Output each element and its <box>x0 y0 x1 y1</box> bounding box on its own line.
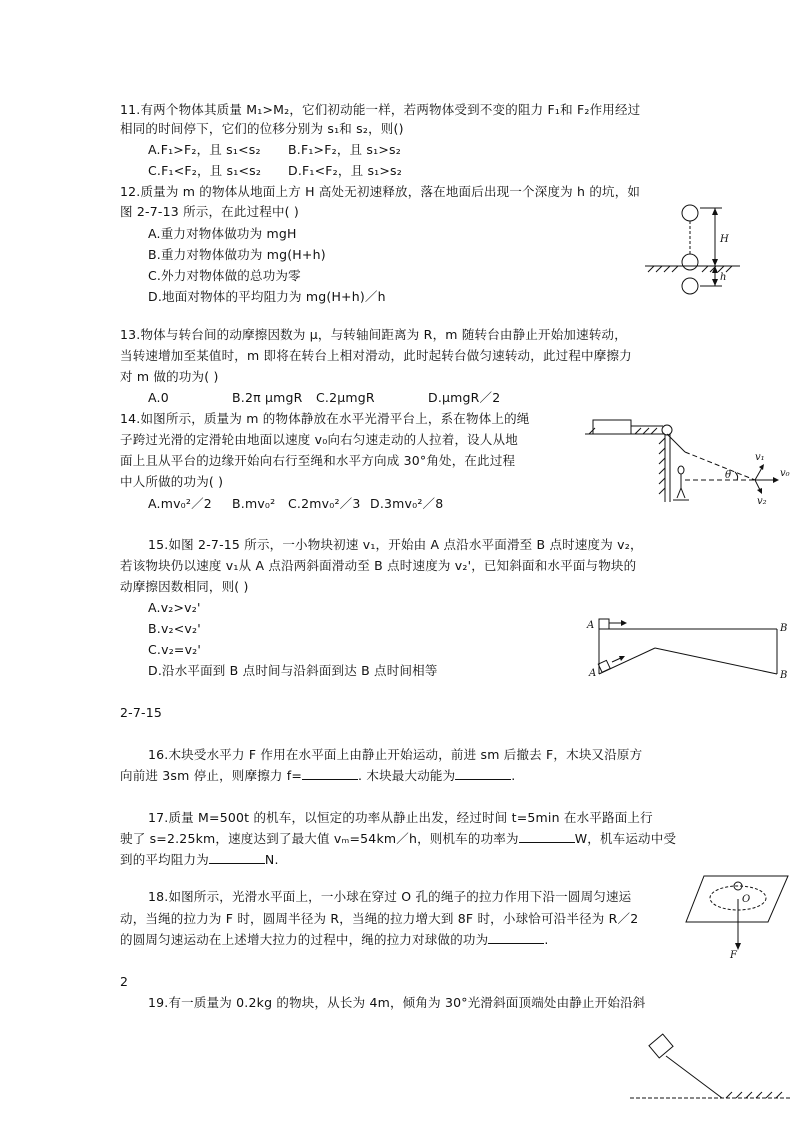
q17-stem-line2 <box>120 830 676 847</box>
q18-blank-work[interactable] <box>488 932 544 944</box>
q12-option-d: D.地面对物体的平均阻力为 mg(H+h)／h <box>148 289 386 304</box>
q13-stem-line3: 对 m 做的功为( ) <box>120 369 219 384</box>
q13-option-b: B.2π μmgR <box>232 390 303 405</box>
q14-option-d: D.3mv₀²／8 <box>370 496 444 511</box>
q12-option-b: B.重力对物体做功为 mg(H+h) <box>148 247 326 262</box>
q15-fig-label-B-bottom: B <box>780 670 788 681</box>
q15-stem-line3: 动摩擦因数相同，则( ) <box>120 579 249 594</box>
q17-stem-line3 <box>120 851 279 868</box>
q18-circular-motion-figure <box>686 872 790 960</box>
q15-figure-caption: 2-7-15 <box>120 705 163 720</box>
q14-option-a: A.mv₀²／2 <box>148 496 212 511</box>
q17-text-avg-resistance: 到的平均阻力为 <box>120 852 209 867</box>
q16-stem-line1: 16.木块受水平力 F 作用在水平面上由静止开始运动，前进 sm 后撤去 F，木块又沿原方 <box>148 747 643 762</box>
q13-stem-line1: 13.物体与转台间的动摩擦因数为 μ，与转轴间距离为 R，m 随转台由静止开始加速转动， <box>120 327 627 342</box>
q12-fig-label-H: H <box>720 234 729 245</box>
q13-stem-line2: 当转速增加至某值时，m 即将在转台上相对滑动，此时起转台做匀速转动，此过程中摩擦力 <box>120 348 632 363</box>
q17-stem-line1: 17.质量 M=500t 的机车，以恒定的功率从静止出发，经过时间 t=5min 在水平路面上行 <box>148 810 653 825</box>
q11-option-a: A.F₁>F₂，且 s₁<s₂ <box>148 142 261 157</box>
q11-option-c: C.F₁<F₂，且 s₁<s₂ <box>148 163 262 178</box>
q14-fig-label-theta: θ <box>725 470 732 481</box>
q14-stem-line3: 面上且从平台的边缘开始向右行至绳和水平方向成 30°角处，在此过程 <box>120 453 516 468</box>
q15-option-d: D.沿水平面到 B 点时间与沿斜面到达 B 点时间相等 <box>148 663 438 678</box>
q12-fig-label-h: h <box>720 272 727 283</box>
q17-blank-resistance[interactable] <box>209 852 265 864</box>
q16-text-friction: 向前进 3sm 停止，则摩擦力 f= <box>120 768 303 783</box>
page-marker: 2 <box>120 974 129 989</box>
q17-blank-power[interactable] <box>519 831 575 843</box>
q18-fig-label-O: O <box>742 894 751 905</box>
q19-incline-figure <box>630 1030 790 1100</box>
q18-stem-line1: 18.如图所示，光滑水平面上，一小球在穿过 O 孔的绳子的拉力作用下沿一圆周匀速运 <box>148 889 632 904</box>
q16-text-end: . <box>511 768 516 783</box>
q15-stem-line1: 15.如图 2-7-15 所示，一小物块初速 v₁，开始由 A 点沿水平面滑至 B 点时速度为 v₂， <box>148 537 643 552</box>
q15-fig-label-A-top: A <box>587 620 595 631</box>
q12-stem-line2: 图 2-7-13 所示，在此过程中( ) <box>120 204 300 219</box>
q17-text-power: 驶了 s=2.25km，速度达到了最大值 vₘ=54km／h，则机车的功率为 <box>120 831 519 846</box>
q15-option-a: A.v₂>v₂' <box>148 600 201 615</box>
q13-option-a: A.0 <box>148 390 169 405</box>
q18-text-work: 的圆周匀速运动在上述增大拉力的过程中，绳的拉力对球做的功为 <box>120 932 489 947</box>
q14-stem-line2: 子跨过光滑的定滑轮由地面以速度 v₀向右匀速走动的人拉着，设人从地 <box>120 432 518 447</box>
q16-blank-max-ke[interactable] <box>455 768 511 780</box>
q12-falling-ball-figure <box>640 198 730 298</box>
q15-stem-line2: 若该物块仍以速度 v₁从 A 点沿两斜面滑动至 B 点时速度为 v₂'，已知斜面和水平面与物块的 <box>120 558 637 573</box>
q15-option-c: C.v₂=v₂' <box>148 642 202 657</box>
q11-option-d: D.F₁<F₂，且 s₁>s₂ <box>288 163 402 178</box>
q18-text-end: . <box>544 932 549 947</box>
q14-stem-line1: 14.如图所示，质量为 m 的物体静放在水平光滑平台上，系在物体上的绳 <box>120 411 530 426</box>
q11-stem-line1: 11.有两个物体其质量 M₁>M₂，它们初动能一样，若两物体受到不变的阻力 F₁和 F₂作用经过 <box>120 102 641 117</box>
q17-text-unit: N. <box>264 852 279 867</box>
q19-stem-line1: 19.有一质量为 0.2kg 的物块，从长为 4m，倾角为 30°光滑斜面顶端处由静止开始沿斜 <box>148 995 646 1010</box>
q18-fig-label-F: F <box>730 950 737 961</box>
q16-blank-friction[interactable] <box>302 768 358 780</box>
q14-option-b: B.mv₀² <box>232 496 276 511</box>
q18-stem-line3 <box>120 931 549 948</box>
q16-stem-line2 <box>120 767 515 784</box>
q11-option-b: B.F₁>F₂，且 s₁>s₂ <box>288 142 401 157</box>
q17-text-resistance: W，机车运动中受 <box>574 831 677 846</box>
q11-stem-line2: 相同的时间停下，它们的位移分别为 s₁和 s₂，则() <box>120 121 404 136</box>
q14-pulley-figure <box>585 412 790 507</box>
q13-option-c: C.2μmgR <box>316 390 375 405</box>
q14-fig-label-v0: v₀ <box>780 468 790 479</box>
q12-option-c: C.外力对物体做的总功为零 <box>148 268 301 283</box>
q15-fig-label-B-top: B <box>780 623 788 634</box>
q14-stem-line4: 中人所做的功为( ) <box>120 474 224 489</box>
q15-option-b: B.v₂<v₂' <box>148 621 201 636</box>
q18-stem-line2: 动，当绳的拉力为 F 时，圆周半径为 R，当绳的拉力增大到 8F 时，小球恰可沿半径为 R／2 <box>120 911 639 926</box>
q16-text-max-ke: . 木块最大动能为 <box>358 768 456 783</box>
q14-option-c: C.2mv₀²／3 <box>288 496 361 511</box>
q14-fig-label-v2: v₂ <box>757 496 767 507</box>
q15-fig-label-A-bottom: A <box>589 668 597 679</box>
q13-option-d: D.μmgR／2 <box>428 390 501 405</box>
q14-fig-label-v1: v₁ <box>755 452 765 463</box>
q15-slope-figure <box>585 612 790 680</box>
q12-option-a: A.重力对物体做功为 mgH <box>148 226 297 241</box>
q12-stem-line1: 12.质量为 m 的物体从地面上方 H 高处无初速释放，落在地面后出现一个深度为 h 的坑，如 <box>120 184 641 199</box>
